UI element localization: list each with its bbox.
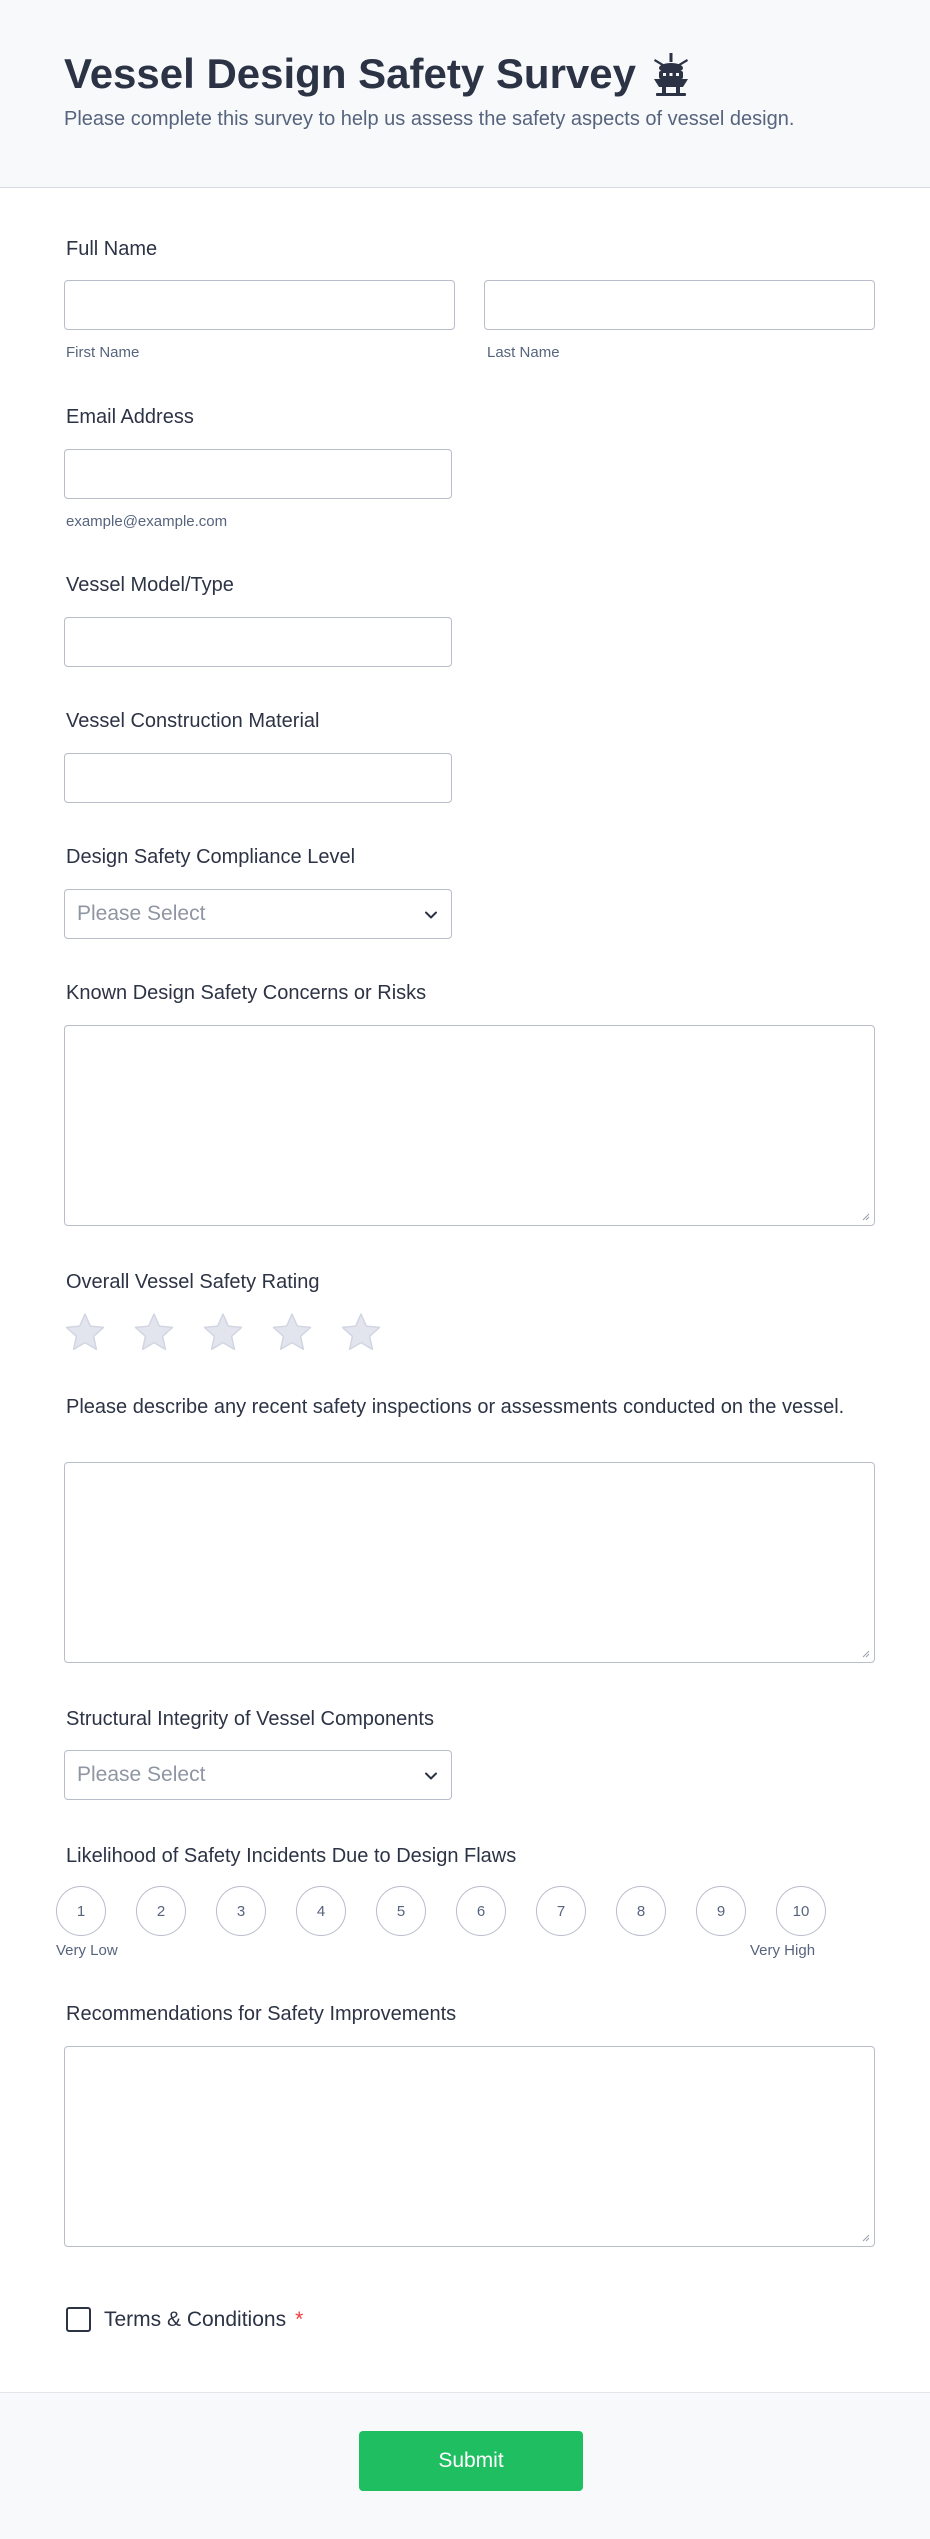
first-name-sublabel: First Name — [66, 344, 140, 361]
vessel-model-label: Vessel Model/Type — [66, 574, 234, 596]
form-header — [0, 0, 930, 188]
inspections-textarea[interactable] — [64, 1462, 875, 1663]
star-icon[interactable] — [133, 1311, 175, 1353]
recommendations-label: Recommendations for Safety Improvements — [66, 2003, 457, 2025]
scale-high-label: Very High — [750, 1942, 816, 1959]
page-subtitle: Please complete this survey to help us assess the safety aspects of vessel design. — [64, 108, 795, 130]
recommendations-textarea[interactable] — [64, 2046, 875, 2247]
submit-button[interactable]: Submit — [359, 2431, 583, 2491]
resize-grip-icon[interactable] — [861, 1649, 870, 1658]
first-name-input[interactable] — [64, 280, 455, 330]
concerns-textarea[interactable] — [64, 1025, 875, 1226]
scale-option[interactable]: 1 — [56, 1886, 106, 1936]
scale-option[interactable]: 4 — [296, 1886, 346, 1936]
structural-placeholder: Please Select — [77, 1763, 206, 1786]
rating-label: Overall Vessel Safety Rating — [66, 1271, 320, 1293]
scale-option[interactable]: 3 — [216, 1886, 266, 1936]
scale-low-label: Very Low — [56, 1942, 118, 1959]
likelihood-label: Likelihood of Safety Incidents Due to Design Flaws — [66, 1845, 517, 1867]
concerns-label: Known Design Safety Concerns or Risks — [66, 982, 427, 1004]
page-title — [64, 50, 694, 98]
scale-option[interactable]: 8 — [616, 1886, 666, 1936]
inspections-label: Please describe any recent safety inspections or assessments conducted on the vessel. — [66, 1396, 845, 1418]
compliance-label: Design Safety Compliance Level — [66, 846, 356, 868]
required-mark: * — [295, 2307, 304, 2331]
chevron-down-icon — [423, 907, 439, 923]
vessel-material-input[interactable] — [64, 753, 452, 803]
compliance-placeholder: Please Select — [77, 902, 206, 925]
last-name-sublabel: Last Name — [487, 344, 560, 361]
star-icon[interactable] — [202, 1311, 244, 1353]
email-field[interactable] — [64, 449, 452, 499]
page-title-text: Vessel Design Safety Survey — [64, 50, 636, 97]
terms-checkbox[interactable] — [66, 2307, 91, 2332]
last-name-input[interactable] — [484, 280, 875, 330]
vessel-material-label: Vessel Construction Material — [66, 710, 320, 732]
star-rating[interactable] — [64, 1311, 382, 1353]
structural-select[interactable] — [64, 1750, 452, 1800]
scale-option[interactable]: 2 — [136, 1886, 186, 1936]
resize-grip-icon[interactable] — [861, 1212, 870, 1221]
vessel-model-input[interactable] — [64, 617, 452, 667]
terms-label[interactable]: Terms & Conditions — [104, 2307, 287, 2331]
compliance-select[interactable] — [64, 889, 452, 939]
email-sublabel: example@example.com — [66, 513, 228, 530]
scale-option[interactable]: 10 — [776, 1886, 826, 1936]
structural-label: Structural Integrity of Vessel Components — [66, 1708, 434, 1730]
resize-grip-icon[interactable] — [861, 2233, 870, 2242]
star-icon[interactable] — [64, 1311, 106, 1353]
scale-option[interactable]: 6 — [456, 1886, 506, 1936]
email-label: Email Address — [66, 406, 194, 428]
scale-option[interactable]: 5 — [376, 1886, 426, 1936]
chevron-down-icon — [423, 1768, 439, 1784]
star-icon[interactable] — [340, 1311, 382, 1353]
ship-icon — [648, 51, 694, 97]
terms-row[interactable] — [66, 2307, 303, 2332]
likelihood-scale[interactable] — [56, 1886, 826, 1936]
star-icon[interactable] — [271, 1311, 313, 1353]
scale-option[interactable]: 7 — [536, 1886, 586, 1936]
form-footer — [0, 2392, 930, 2539]
scale-option[interactable]: 9 — [696, 1886, 746, 1936]
full-name-label: Full Name — [66, 238, 158, 260]
